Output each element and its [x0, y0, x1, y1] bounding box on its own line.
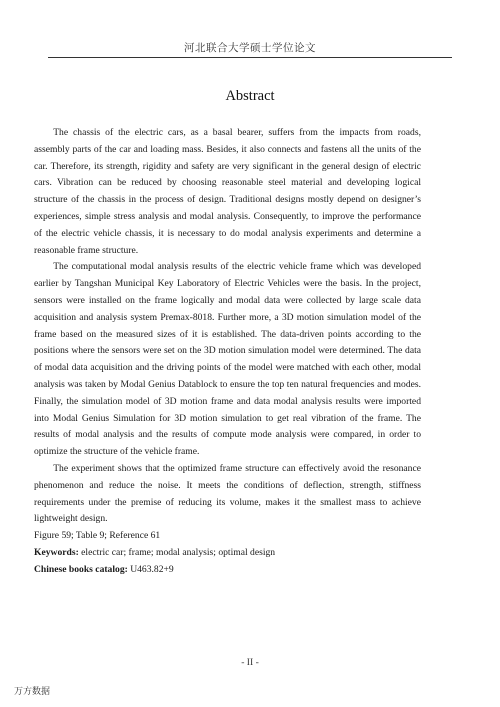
abstract-paragraph-3: The experiment shows that the optimized frame structure can effectively avoid the resonance phenomenon and reduce the noise. It meets the conditions of deflection, strength, stiffness requirements under the premise of reducing its volume, makes it the smallest mass to achieve lightweight design.	[34, 462, 421, 525]
keywords-line	[34, 545, 421, 562]
keywords-value: electric car; frame; modal analysis; optimal design	[78, 546, 276, 558]
abstract-title: Abstract	[225, 88, 275, 104]
catalog-line	[34, 562, 421, 579]
figure-table-reference-counts: Figure 59; Table 9; Reference 61	[34, 530, 161, 542]
catalog-value: U463.82+9	[127, 563, 174, 575]
keywords-label: Keywords:	[34, 546, 79, 558]
abstract-body	[34, 125, 421, 579]
abstract-paragraph-2: The computational modal analysis results of the electric vehicle frame which was developed earlier by Tangshan Municipal Key Laboratory of Electric Vehicles were the basis. In the project, sensors were installed on the frame logically and modal data were collected by large scale data acquisition and analysis system Premax-8018. Further more, a 3D motion simulation model of the frame based on the measured sizes of it is established. The data-driven points according to the positions where the sensors were set on the 3D motion simulation model were determined. The data of modal data acquisition and the driving points of the model were matched with each other, modal analysis was taken by Modal Genius Datablock to ensure the top ten natural frequencies and modes. Finally, the simulation model of 3D motion frame and data modal analysis results were imported into Modal Genius Simulation for 3D motion simulation to get real vibration of the frame. The results of modal analysis and the results of compute mode analysis were compared, in order to optimize the structure of the vehicle frame.	[34, 261, 421, 458]
page-number: - II -	[241, 657, 259, 668]
header-rule	[48, 57, 452, 58]
running-header: 河北联合大学硕士学位论文	[184, 43, 316, 54]
catalog-label: Chinese books catalog:	[34, 563, 128, 575]
abstract-paragraph-1: The chassis of the electric cars, as a basal bearer, suffers from the impacts from roads, assembly parts of the car and loading mass. Besides, it also connects and fastens all the units of the car. Therefore, its strength, rigidity and safety are very significant in the general design of electric cars. Vibration can be reduced by choosing reasonable steel material and developing logical structure of the chassis in the process of design. Traditional designs mostly depend on designer’s experiences, simple stress analysis and modal analysis. Consequently, to improve the performance of the electric vehicle chassis, it is necessary to do modal analysis experiments and determine a reasonable frame structure.	[34, 127, 421, 256]
footer-watermark: 万方数据	[14, 686, 51, 696]
